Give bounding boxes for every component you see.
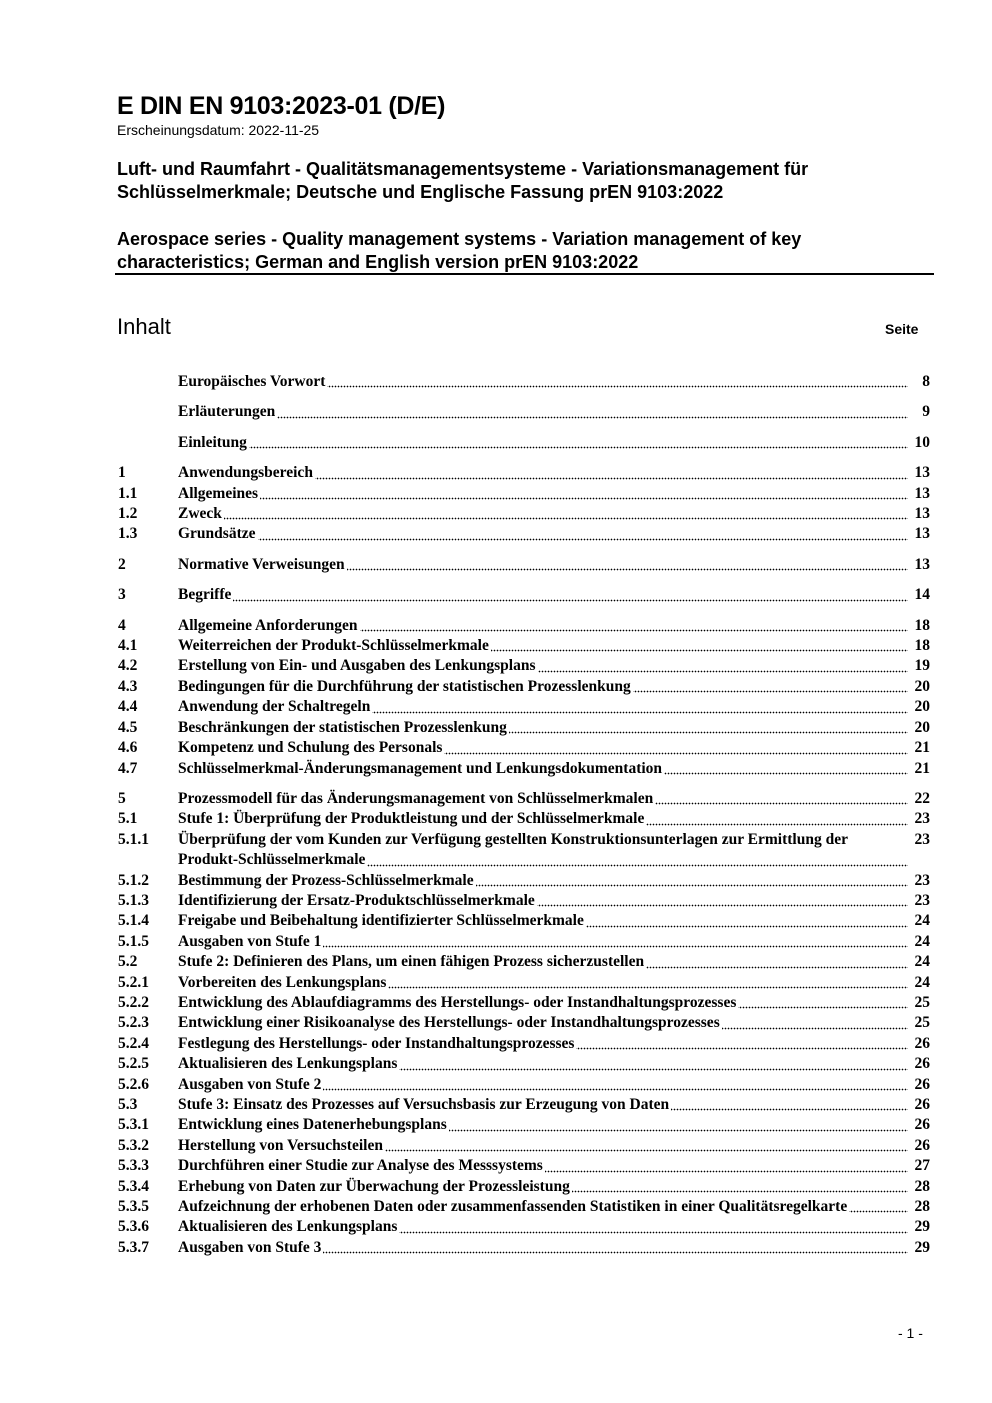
toc-entry-title: Allgemeine Anforderungen: [178, 616, 358, 634]
toc-entry-title: Normative Verweisungen: [178, 555, 345, 573]
toc-entry-title-leader: [178, 636, 908, 656]
toc-entry[interactable]: [118, 993, 930, 1013]
toc-entry-title: Einleitung: [178, 433, 247, 451]
toc-entry-page: 23: [914, 871, 930, 889]
toc-entry-title-leader: [178, 504, 908, 524]
page-number: - 1 -: [898, 1325, 923, 1341]
toc-entry-title: Grundsätze: [178, 525, 256, 543]
toc-entry-page: 26: [914, 1075, 930, 1093]
toc-entry[interactable]: [118, 891, 930, 911]
toc-entry[interactable]: [118, 718, 930, 738]
toc-entry[interactable]: [118, 524, 930, 544]
toc-entry-title-leader: [178, 1095, 908, 1115]
toc-entry-page: 26: [914, 1055, 930, 1073]
toc-entry-number: 5.2.3: [118, 1014, 149, 1032]
toc-page-column-label: Seite: [885, 321, 919, 337]
toc-entry-page: 29: [914, 1238, 930, 1256]
toc-entry-title-leader: [178, 1136, 908, 1156]
toc-entry-number: 4.7: [118, 759, 138, 777]
toc-entry-page: 24: [914, 912, 930, 930]
toc-entry-title: Identifizierung der Ersatz-Produktschlüsselmerkmale: [178, 891, 535, 909]
toc-entry-page: 25: [914, 1014, 930, 1032]
publication-date: Erscheinungsdatum: 2022-11-25: [117, 122, 320, 138]
toc-group: [118, 372, 930, 392]
toc-entry-page: 27: [914, 1157, 930, 1175]
toc-entry[interactable]: [118, 830, 930, 871]
toc-entry-title: Anwendung der Schaltregeln: [178, 698, 371, 716]
toc-entry[interactable]: [118, 1115, 930, 1135]
toc-entry[interactable]: [118, 504, 930, 524]
toc-entry-title: Festlegung des Herstellungs- oder Instandhaltungsprozesses: [178, 1034, 575, 1052]
toc-entry-number: 5.3.7: [118, 1238, 149, 1256]
toc-entry-page: 20: [914, 677, 930, 695]
toc-entry-title-leader: [178, 656, 908, 676]
toc-entry-page: 19: [914, 657, 930, 675]
toc-entry-title-leader: [178, 1156, 908, 1176]
toc-entry-page: 23: [914, 810, 930, 828]
toc-entry[interactable]: [118, 738, 930, 758]
toc-entry-page: 14: [914, 586, 930, 604]
toc-entry-number: 5.3.5: [118, 1198, 149, 1216]
toc-entry-title-leader: [178, 932, 908, 952]
toc-entry-title: Entwicklung einer Risikoanalyse des Herstellungs- oder Instandhaltungsprozesses: [178, 1014, 720, 1032]
toc-entry-title: Stufe 3: Einsatz des Prozesses auf Versuchsbasis zur Erzeugung von Daten: [178, 1096, 670, 1113]
toc-entry[interactable]: [118, 433, 930, 453]
toc-entry-title-leader: [178, 1034, 908, 1054]
toc-entry-page: 22: [914, 789, 930, 807]
toc-entry[interactable]: [118, 585, 930, 605]
toc-entry-title-leader: [178, 677, 908, 697]
toc-entry-title: Erhebung von Daten zur Überwachung der Prozessleistung: [178, 1177, 570, 1195]
toc-entry-number: [118, 433, 178, 453]
toc-entry-number: 5.2.2: [118, 993, 149, 1011]
toc-entry-title: Ausgaben von Stufe 2: [178, 1075, 322, 1093]
toc-entry-page: 13: [914, 464, 930, 482]
toc-entry-title-leader: [178, 1217, 908, 1237]
toc-entry-page: 18: [914, 637, 930, 655]
toc-entry-title-leader: [178, 738, 908, 758]
toc-entry-title: Zweck: [178, 505, 222, 523]
document-title: E DIN EN 9103:2023-01 (D/E): [117, 92, 446, 120]
toc-entry-number: 1.2: [118, 505, 138, 523]
toc-entry-page: 24: [914, 973, 930, 991]
toc-entry-number: 5.2: [118, 953, 138, 971]
toc-entry-title: Erstellung von Ein- und Ausgaben des Lenkungsplans: [178, 657, 536, 675]
toc-entry-title: Stufe 2: Definieren des Plans, um einen fähigen Prozess sicherzustellen: [178, 953, 645, 971]
toc-entry-title-leader: [178, 1238, 908, 1258]
toc-entry-number: 5: [118, 789, 126, 807]
toc-entry-number: 5.1: [118, 810, 138, 828]
toc-entry-page: 13: [914, 525, 930, 543]
toc-entry[interactable]: [118, 973, 930, 993]
toc-group: [118, 789, 930, 1258]
toc-entry-title: Durchführen einer Studie zur Analyse des Messsystems: [178, 1157, 543, 1175]
toc-group: [118, 463, 930, 545]
toc-entry-title-leader: [178, 952, 908, 972]
toc-entry[interactable]: [118, 402, 930, 422]
toc-entry[interactable]: [118, 1177, 930, 1197]
toc-entry[interactable]: [118, 911, 930, 931]
toc-entry-title-leader: [178, 911, 908, 931]
toc-entry-title: Herstellung von Versuchsteilen: [178, 1136, 383, 1154]
toc-entry-number: 3: [118, 586, 126, 604]
toc-group: [118, 402, 930, 422]
toc-entry-title: Europäisches Vorwort: [178, 373, 326, 390]
toc-entry-number: 5.2.1: [118, 973, 149, 991]
toc-entry-title: Entwicklung des Ablaufdiagramms des Herstellungs- oder Instandhaltungsprozesses: [178, 993, 737, 1011]
toc-entry[interactable]: [118, 636, 930, 656]
toc-entry-page: 28: [914, 1177, 930, 1195]
toc-entry-title-leader: [178, 891, 908, 911]
toc-entry-page: 13: [914, 555, 930, 573]
toc-entry-title: Anwendungsbereich: [178, 464, 313, 482]
toc-entry-number: 5.3.3: [118, 1157, 149, 1175]
toc-entry[interactable]: [118, 656, 930, 676]
toc-entry[interactable]: [118, 463, 930, 483]
toc-entry[interactable]: [118, 789, 930, 809]
toc-entry[interactable]: [118, 677, 930, 697]
toc-entry-number: 5.1.4: [118, 912, 149, 930]
toc-entry-title-leader: [178, 809, 908, 829]
toc-entry-title: Ausgaben von Stufe 1: [178, 932, 322, 950]
toc-entry-title-leader: [178, 1075, 908, 1095]
toc-entry-page: 8: [922, 373, 930, 390]
toc-entry-number: 5.3.1: [118, 1116, 149, 1134]
toc-entry[interactable]: [118, 1034, 930, 1054]
toc-entry-page: 20: [914, 698, 930, 716]
toc-entry-title-leader: [178, 433, 908, 453]
toc-entry-title: Kompetenz und Schulung des Personals: [178, 739, 443, 757]
toc-entry-number: 5.1.2: [118, 871, 149, 889]
toc-entry-title-leader: [178, 555, 908, 575]
toc-entry-title: Begriffe: [178, 586, 232, 604]
toc-entry-number: 5.1.3: [118, 891, 149, 909]
toc-entry-title: Bestimmung der Prozess-Schlüsselmerkmale: [178, 871, 474, 889]
toc-entry-number: 4.3: [118, 677, 138, 695]
toc-entry-title-leader: [178, 484, 908, 504]
toc-entry-number: 4.6: [118, 739, 138, 757]
toc-entry-page: 10: [914, 433, 930, 451]
toc-entry-number: 5.2.5: [118, 1055, 149, 1073]
toc-entry-title: Schlüsselmerkmal-Änderungsmanagement und Lenkungsdokumentation: [178, 759, 663, 777]
toc-entry-page: 23: [914, 830, 930, 848]
toc-entry-number: 5.1.1: [118, 830, 149, 848]
header-divider: [115, 273, 934, 275]
toc-entry-page: 24: [914, 932, 930, 950]
toc-entry-number: 4: [118, 616, 126, 634]
toc-entry-title: Stufe 1: Überprüfung der Produktleistung und der Schlüsselmerkmale: [178, 810, 645, 828]
toc-entry-number: 2: [118, 555, 126, 573]
toc-entry-title-leader: [178, 585, 908, 605]
toc-entry[interactable]: [118, 932, 930, 952]
toc-entry[interactable]: [118, 1136, 930, 1156]
table-of-contents: [118, 372, 930, 1268]
toc-entry-number: 4.4: [118, 698, 138, 716]
toc-group: [118, 555, 930, 575]
toc-entry-title: Weiterreichen der Produkt-Schlüsselmerkmale: [178, 637, 489, 655]
toc-entry-number: 5.3.2: [118, 1136, 149, 1154]
toc-entry-title: Aufzeichnung der erhobenen Daten oder zusammenfassenden Statistiken in einer Qualitätsregelkarte: [178, 1198, 848, 1216]
toc-entry-page: 26: [914, 1096, 930, 1113]
toc-entry-number: 4.5: [118, 718, 138, 736]
toc-entry-title-leader: [178, 1115, 908, 1135]
toc-entry-title-leader: [178, 372, 908, 392]
toc-entry-title: Allgemeines: [178, 484, 259, 502]
toc-entry-title-leader: [178, 1054, 908, 1074]
title-german: Luft- und Raumfahrt - Qualitätsmanagementsysteme - Variationsmanagement für Schlüsselmerkmale; Deutsche und Englische Fassung prEN 9103:2022: [117, 159, 809, 202]
toc-entry[interactable]: [118, 555, 930, 575]
toc-entry[interactable]: [118, 1238, 930, 1258]
toc-entry-number: 5.2.6: [118, 1075, 149, 1093]
toc-entry[interactable]: [118, 1075, 930, 1095]
toc-entry-page: 21: [914, 739, 930, 757]
toc-entry-title-leader: [178, 1197, 908, 1217]
toc-entry[interactable]: [118, 809, 930, 829]
toc-entry-title: Prozessmodell für das Änderungsmanagement von Schlüsselmerkmalen: [178, 789, 654, 807]
toc-entry[interactable]: [118, 952, 930, 972]
toc-entry-title: Ausgaben von Stufe 3: [178, 1238, 322, 1256]
toc-entry-page: 13: [914, 505, 930, 523]
toc-entry-number: [118, 402, 178, 422]
toc-entry[interactable]: [118, 1013, 930, 1033]
toc-group: [118, 433, 930, 453]
toc-entry-title-leader: [178, 871, 908, 891]
toc-entry-page: 9: [922, 403, 930, 421]
toc-entry-number: 1.1: [118, 484, 138, 502]
toc-entry-number: 4.2: [118, 657, 138, 675]
toc-entry-title: Freigabe und Beibehaltung identifizierter Schlüsselmerkmale: [178, 912, 584, 930]
toc-entry-page: 26: [914, 1116, 930, 1134]
toc-entry-title-leader: [178, 524, 908, 544]
toc-entry-title-leader: [178, 697, 908, 717]
toc-entry-page: 23: [914, 891, 930, 909]
toc-entry-title: Aktualisieren des Lenkungsplans: [178, 1218, 398, 1236]
toc-entry-page: 20: [914, 718, 930, 736]
toc-entry-number: 5.3: [118, 1096, 138, 1113]
toc-entry[interactable]: [118, 1197, 930, 1217]
toc-entry[interactable]: [118, 1156, 930, 1176]
toc-entry[interactable]: [118, 1095, 930, 1115]
toc-entry-page: 26: [914, 1034, 930, 1052]
toc-entry-title-leader: [178, 1013, 908, 1033]
toc-heading: Inhalt: [117, 314, 171, 339]
toc-entry-title: Beschränkungen der statistischen Prozesslenkung: [178, 718, 507, 736]
toc-entry-title-leader: [178, 993, 908, 1013]
toc-entry-number: 1: [118, 464, 126, 482]
toc-entry[interactable]: [118, 484, 930, 504]
toc-entry-title-leader: [178, 402, 908, 422]
toc-entry[interactable]: [118, 871, 930, 891]
toc-entry-title: Vorbereiten des Lenkungsplans: [178, 973, 387, 991]
toc-entry-page: 25: [914, 993, 930, 1011]
toc-entry-title: Entwicklung eines Datenerhebungsplans: [178, 1116, 447, 1134]
toc-entry[interactable]: [118, 372, 930, 392]
toc-entry-page: 21: [914, 759, 930, 777]
toc-entry-title: Bedingungen für die Durchführung der statistischen Prozesslenkung: [178, 677, 631, 695]
toc-entry-number: 5.3.4: [118, 1177, 149, 1195]
toc-entry-page: 29: [914, 1218, 930, 1236]
toc-entry-number: 5.2.4: [118, 1034, 149, 1052]
toc-entry-title: Überprüfung der vom Kunden zur Verfügung gestellten Konstruktionsunterlagen zur Ermittlung der Produkt-Schlüsselmerkmale: [178, 830, 848, 869]
toc-entry-page: 26: [914, 1136, 930, 1154]
toc-entry-title-leader: [178, 718, 908, 738]
toc-entry-title-leader: [178, 973, 908, 993]
toc-entry-page: 24: [914, 953, 930, 971]
toc-entry[interactable]: [118, 1054, 930, 1074]
toc-entry[interactable]: [118, 1217, 930, 1237]
toc-entry-title-leader: [178, 830, 908, 871]
toc-entry-title-leader: [178, 789, 908, 809]
toc-entry-page: 28: [914, 1198, 930, 1216]
toc-group: [118, 585, 930, 605]
toc-entry-number: 4.1: [118, 637, 138, 655]
title-english: Aerospace series - Quality management systems - Variation management of key characteristics; German and English version prEN 9103:2022: [117, 229, 802, 272]
toc-entry-page: 18: [914, 616, 930, 634]
toc-entry[interactable]: [118, 759, 930, 779]
toc-entry-title-leader: [178, 463, 908, 483]
toc-entry[interactable]: [118, 616, 930, 636]
toc-entry-title: Aktualisieren des Lenkungsplans: [178, 1055, 398, 1073]
toc-entry-title-leader: [178, 759, 908, 779]
toc-entry-title: Erläuterungen: [178, 403, 276, 421]
toc-entry[interactable]: [118, 697, 930, 717]
toc-entry-page: 13: [914, 484, 930, 502]
toc-entry-number: 5.3.6: [118, 1218, 149, 1236]
toc-entry-number: [118, 372, 178, 392]
toc-group: [118, 616, 930, 779]
toc-entry-title-leader: [178, 1177, 908, 1197]
toc-entry-number: 1.3: [118, 525, 138, 543]
toc-entry-title-leader: [178, 616, 908, 636]
toc-entry-number: 5.1.5: [118, 932, 149, 950]
